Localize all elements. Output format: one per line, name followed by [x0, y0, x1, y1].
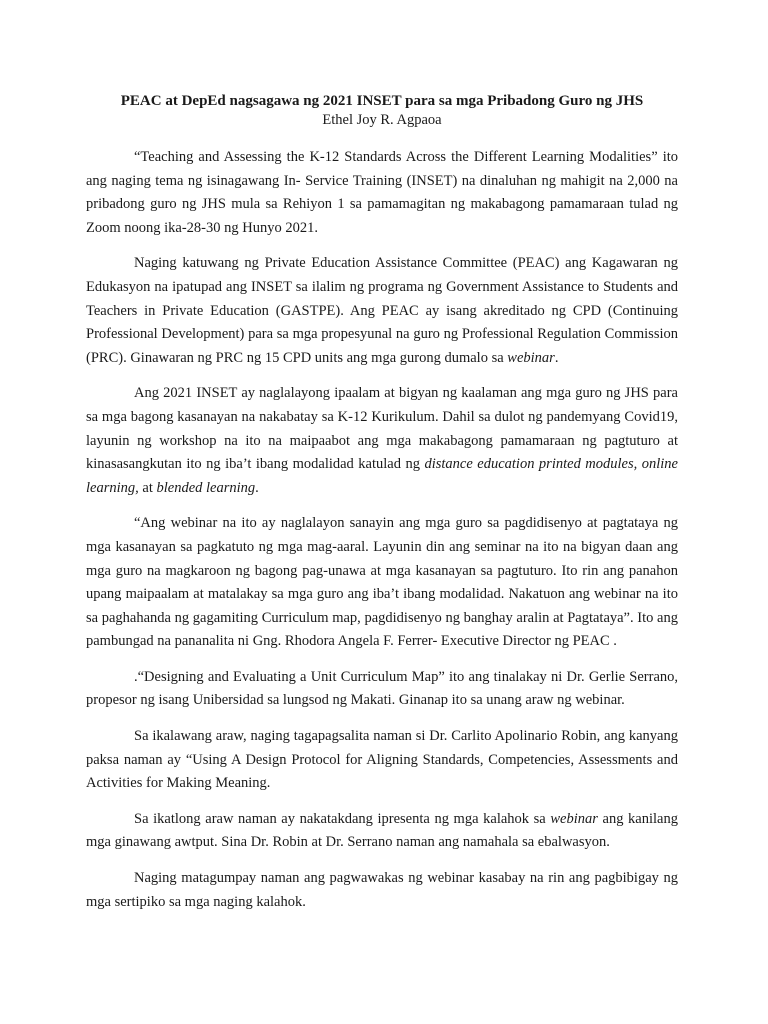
paragraph-7-text-b: ang kanilang mga ginawang awtput. Sina Dr. Robin at Dr. Serrano naman ang namahala sa ebalwasyon. [86, 810, 678, 851]
paragraph-5: .“Designing and Evaluating a Unit Curriculum Map” ito ang tinalakay ni Dr. Gerlie Serrano, propesor ng isang Unibersidad sa lungsod ng Makati. Ginanap ito sa unang araw ng webinar. [86, 668, 678, 709]
paragraph-2-italic-a: webinar [507, 349, 555, 366]
document-page [86, 92, 678, 926]
document-author: Ethel Joy R. Agpaoa [322, 112, 442, 128]
paragraph-7-text-a: Sa ikatlong araw naman ay nakatakdang ipresenta ng mga kalahok sa [134, 810, 551, 827]
paragraph-2-text-a: Naging katuwang ng Private Education Assistance Committee (PEAC) ang Kagawaran ng Edukasyon na ipatupad ang INSET sa ilalim ng programa ng Government Assistance to Students and Teachers in Private Education (GASTPE). Ang PEAC ay isang akreditado ng CPD (Continuing Professional Development) para sa mga propesyunal na guro ng Professional Regulation Commission (PRC). Ginawaran ng PRC ng 15 CPD units ang mga gurong dumalo sa [86, 255, 678, 366]
paragraph-3-italic-a: distance education printed modules, online learning, [86, 456, 678, 496]
document-title: PEAC at DepEd nagsagawa ng 2021 INSET para sa mga Pribadong Guro ng JHS [120, 93, 644, 109]
paragraph-4: “Ang webinar na ito ay naglalayon sanayin ang mga guro sa pagdidisenyo at pagtataya ng mga kasanayan sa pagkatuto ng mga mag-aaral. Layunin din ang seminar na ito na bigyan daan ang mga guro na magkaroon ng bagong pag-unawa at mga kasanayan sa pagtuturo. Ito rin ang panahon upang maipaalam at matalakay sa mga guro ang iba’t ibang modalidad. Nakatuon ang webinar na ito sa paghahanda ng gagamiting Curriculum map, pagdidisenyo ng banghay aralin at Pagtataya”. Ito ang pambungad na pananalita ni Gng. Rhodora Angela F. Ferrer- Executive Director ng PEAC . [86, 515, 678, 650]
paragraph-3 [86, 382, 678, 500]
paragraph-3-italic-b: blended learning [156, 479, 256, 496]
paragraph-8: Naging matagumpay naman ang pagwawakas ng webinar kasabay na rin ang pagbibigay ng mga sertipiko sa mga naging kalahok. [86, 870, 678, 910]
paragraph-1: “Teaching and Assessing the K-12 Standards Across the Different Learning Modalities” ito ang naging tema ng isinagawang In- Service Training (INSET) na dinaluhan ng mahigit na 2,000 na pribadong guro ng JHS mula sa Rehiyon 1 sa pamamagitan ng makabagong pamamaraan tulad ng Zoom noong ika-28-30 ng Hunyo 2021. [86, 149, 678, 236]
paragraph-3-text-a: Ang 2021 INSET ay naglalayong ipaalam at bigyan ng kaalaman ang mga guro ng JHS para sa mga bagong kasanayan na nakabatay sa K-12 Kurikulum. Dahil sa dulot ng pandemyang Covid19, layunin ng workshop na ito na maipaabot ang mga makabagong pamamaraan ng pagtuturo at kinasasangkutan ito ng iba’t ibang modalidad katulad ng [86, 385, 678, 473]
paragraph-6: Sa ikalawang araw, naging tagapagsalita naman si Dr. Carlito Apolinario Robin, ang kanyang paksa naman ay “Using A Design Protocol for Aligning Standards, Competencies, Assessments and Activities for Making Meaning. [86, 728, 678, 792]
paragraph-3-text-c: . [255, 479, 259, 496]
paragraph-3-text-b: at [138, 479, 157, 496]
paragraph-7-italic-a: webinar [550, 810, 598, 827]
paragraph-2 [86, 252, 678, 370]
paragraph-2-text-b: . [554, 349, 559, 366]
paragraph-7 [86, 808, 678, 855]
